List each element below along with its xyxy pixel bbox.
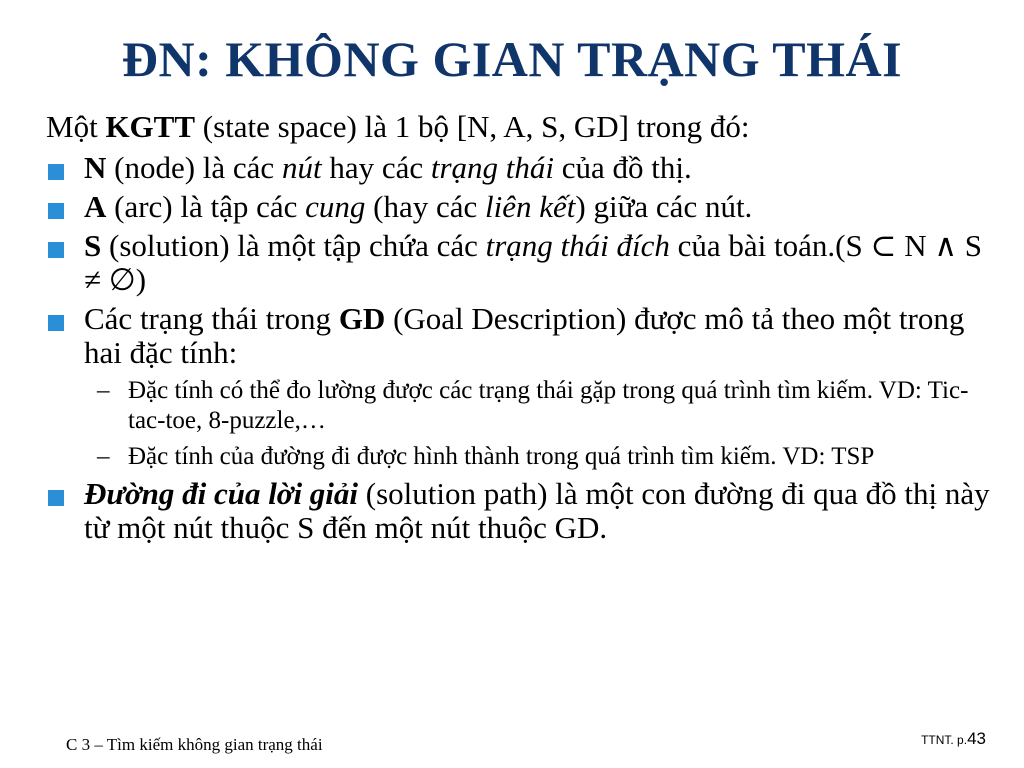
bullet-gd-text-1: Các trạng thái trong: [84, 301, 339, 336]
bullet-solution-italic-1: trạng thái đích: [485, 228, 670, 263]
dash-bullet-icon: –: [97, 443, 110, 470]
bullet-path-key: Đường đi của lời giải: [84, 476, 359, 511]
bullet-goal-description: [46, 302, 996, 472]
bullet-arc: [46, 190, 996, 224]
bullet-arc-text-3: ) giữa các nút.: [575, 189, 753, 224]
bullet-solution-text-2: của bài toán.(S ⊂ N ∧ S ≠ ∅): [84, 228, 983, 297]
square-bullet-icon: [48, 490, 64, 506]
intro-line: [46, 108, 996, 146]
sub-bullet-list: [84, 376, 996, 472]
bullet-arc-text-2: (hay các: [365, 189, 486, 224]
sub-bullet-text: Đặc tính của đường đi được hình thành trong quá trình tìm kiếm. VD: TSP: [128, 443, 875, 470]
bullet-solution: [46, 229, 996, 297]
bullet-node-text-1: (node) là các: [106, 150, 282, 185]
bullet-path-text: (solution path) là một con đường đi qua đồ thị này từ một nút thuộc S đến một nút thuộc GD.: [84, 476, 990, 545]
square-bullet-icon: [48, 164, 64, 180]
footer-chapter: C 3 – Tìm kiếm không gian trạng thái: [66, 735, 323, 754]
bullet-solution-key: S: [84, 228, 102, 263]
bullet-node-italic-2: trạng thái: [430, 150, 555, 185]
bullet-arc-italic-1: cung: [305, 189, 366, 224]
sub-bullet-measurable: [84, 376, 996, 436]
intro-text-1: Một: [46, 109, 106, 144]
square-bullet-icon: [48, 315, 64, 331]
bullet-node: [46, 151, 996, 185]
bullet-solution-path: [46, 477, 996, 545]
bullet-arc-italic-2: liên kết: [485, 189, 576, 224]
bullet-solution-text-1: (solution) là một tập chứa các: [101, 228, 486, 263]
bullet-node-italic-1: nút: [281, 150, 322, 185]
bullet-node-text-3: của đồ thị.: [554, 150, 692, 185]
intro-kgtt: KGTT: [105, 109, 196, 144]
bullet-node-text-2: hay các: [321, 150, 431, 185]
dash-bullet-icon: –: [97, 377, 110, 404]
sub-bullet-text: Đặc tính có thể đo lường được các trạng thái gặp trong quá trình tìm kiếm. VD: Tic-tac-toe, 8-puzzle,…: [128, 377, 969, 434]
footer-page: [921, 728, 986, 751]
bullet-node-key: N: [84, 150, 107, 185]
slide-title: ĐN: KHÔNG GIAN TRẠNG THÁI: [121, 31, 903, 87]
page-number: 43: [967, 729, 986, 748]
bullet-gd-key: GD: [338, 301, 386, 336]
bullet-arc-key: A: [84, 189, 107, 224]
slide-content: [46, 108, 996, 545]
square-bullet-icon: [48, 203, 64, 219]
intro-text-2: (state space) là 1 bộ [N, A, S, GD] trong đó:: [195, 109, 750, 144]
bullet-gd-text-2: (Goal Description) được mô tả theo một trong hai đặc tính:: [84, 301, 965, 370]
sub-bullet-path: [84, 442, 996, 472]
square-bullet-icon: [48, 242, 64, 258]
bullet-list: [46, 151, 996, 545]
bullet-arc-text-1: (arc) là tập các: [106, 189, 306, 224]
footer-page-prefix: TTNT. p.: [921, 733, 968, 747]
